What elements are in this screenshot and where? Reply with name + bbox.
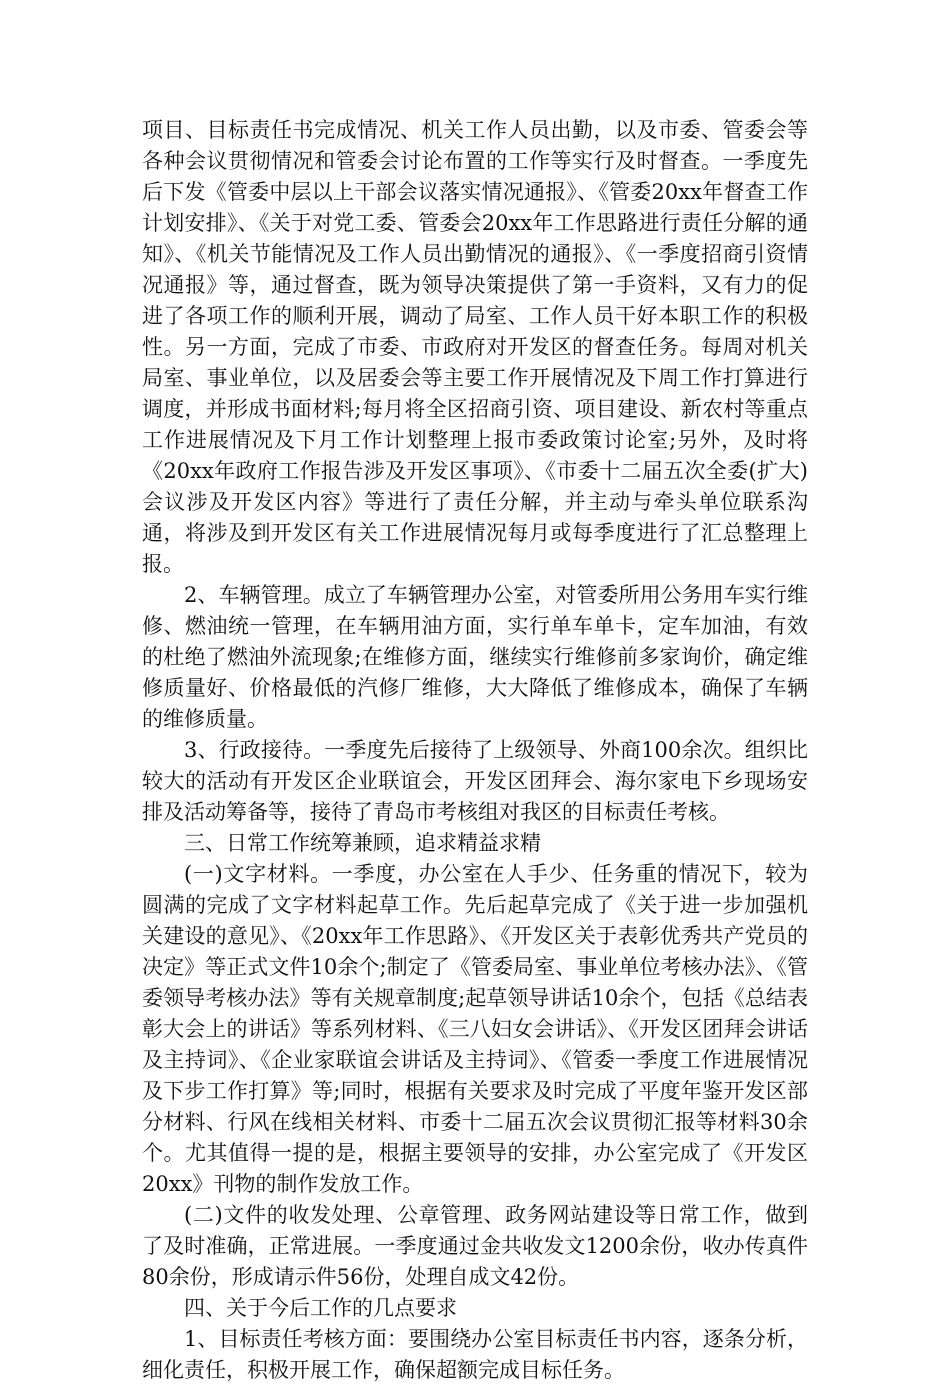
paragraph-administrative-reception: 3、行政接待。一季度先后接待了上级领导、外商100余次。组织比较大的活动有开发区企业联谊会，开发区团拜会、海尔家电下乡现场安排及活动筹备等，接待了青岛市考核组对我区的目标责任考核。 xyxy=(142,738,808,824)
paragraph-document-handling: (二)文件的收发处理、公章管理、政务网站建设等日常工作，做到了及时准确，正常进展。一季度通过金共收发文1200余份，收办传真件80余份，形成请示件56份，处理自成文42份。 xyxy=(142,1203,808,1289)
section-heading-daily-work: 三、日常工作统筹兼顾，追求精益求精 xyxy=(184,831,541,855)
paragraph-supervision-continued: 项目、目标责任书完成情况、机关工作人员出勤，以及市委、管委会等各种会议贯彻情况和管委会讨论布置的工作等实行及时督查。一季度先后下发《管委中层以上干部会议落实情况通报》、《管委20xx年督查工作计划安排》、《关于对党工委、管委会20xx年工作思路进行责任分解的通知》、《机关节能情况及工作人员出勤情况的通报》、《一季度招商引资情况通报》等，通过督查，既为领导决策提供了第一手资料，又有力的促进了各项工作的顺利开展，调动了局室、工作人员干好本职工作的积极性。另一方面，完成了市委、市政府对开发区的督查任务。每周对机关局室、事业单位，以及居委会等主要工作开展情况及下周工作打算进行调度，并形成书面材料;每月将全区招商引资、项目建设、新农村等重点工作进展情况及下月工作计划整理上报市委政策讨论室;另外，及时将《20xx年政府工作报告涉及开发区事项》、《市委十二届五次全委(扩大)会议涉及开发区内容》等进行了责任分解，并主动与牵头单位联系沟通，将涉及到开发区有关工作进展情况每月或每季度进行了汇总整理上报。 xyxy=(142,118,808,576)
paragraph-written-materials: (一)文字材料。一季度，办公室在人手少、任务重的情况下，较为圆满的完成了文字材料起草工作。先后起草完成了《关于进一步加强机关建设的意见》、《20xx年工作思路》、《开发区关于表彰优秀共产党员的决定》等正式文件10余个;制定了《管委局室、事业单位考核办法》、《管委领导考核办法》等有关规章制度;起草领导讲话10余个，包括《总结表彰大会上的讲话》等系列材料、《三八妇女会讲话》、《开发区团拜会讲话及主持词》、《企业家联谊会讲话及主持词》、《管委一季度工作进展情况及下步工作打算》等;同时，根据有关要求及时完成了平度年鉴开发区部分材料、行风在线相关材料、市委十二届五次会议贯彻汇报等材料30余个。尤其值得一提的是，根据主要领导的安排，办公室完成了《开发区20xx》刊物的制作发放工作。 xyxy=(142,862,808,1196)
document-body xyxy=(142,115,808,1386)
paragraph-vehicle-management: 2、车辆管理。成立了车辆管理办公室，对管委所用公务用车实行维修、燃油统一管理，在车辆用油方面，实行单车单卡，定车加油，有效的杜绝了燃油外流现象;在维修方面，继续实行维修前多家询价，确定维修质量好、价格最低的汽修厂维修，大大降低了维修成本，确保了车辆的维修质量。 xyxy=(142,583,808,731)
section-heading-future-requirements: 四、关于今后工作的几点要求 xyxy=(184,1296,457,1320)
paragraph-target-assessment: 1、目标责任考核方面：要围绕办公室目标责任书内容，逐条分析，细化责任，积极开展工作，确保超额完成目标任务。 xyxy=(142,1327,808,1382)
